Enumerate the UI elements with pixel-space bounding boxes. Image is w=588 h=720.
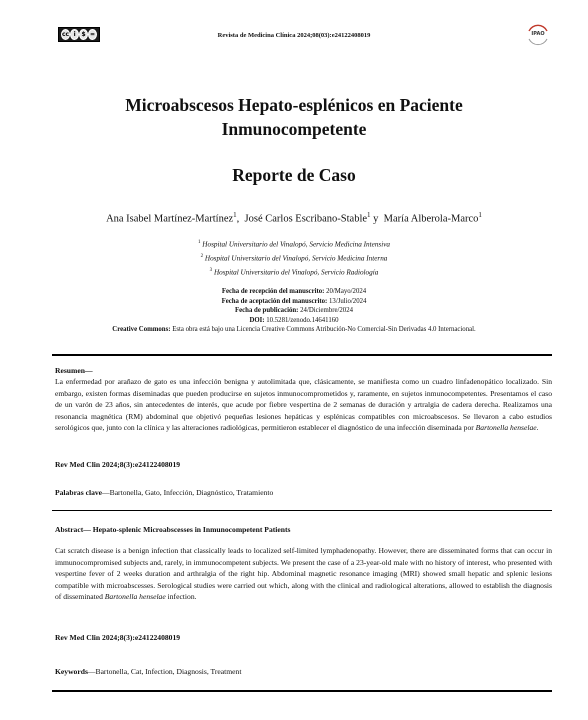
- resumen-citation: Rev Med Clin 2024;8(3):e24122408019: [55, 460, 181, 469]
- keywords-text: —Bartonella, Gato, Infección, Diagnóstico, Tratamiento: [102, 488, 274, 497]
- date-accepted: [20, 297, 568, 307]
- resumen-section: [55, 365, 552, 433]
- date-value: 13/Julio/2024: [329, 297, 367, 305]
- author-affil-sup: 1: [367, 211, 371, 219]
- date-label: Fecha de aceptación del manuscrito:: [221, 297, 328, 305]
- affiliation-sup: 2: [200, 253, 204, 259]
- resumen-heading: Resumen—: [55, 366, 93, 375]
- affiliation-item: [20, 251, 568, 265]
- creative-commons-icon[interactable]: cc i $ =: [58, 27, 100, 42]
- abstract-text: Cat scratch disease is a benign infection that classically leads to localized self-limited lymphadenopathy. However, there are disseminated forms that can occur in immunocompromised subjects and, rarely, in immunocompetent subjects. We present the case of a 23-year-old male with no history of interest, who presented with vespertine fever of 2 weeks duration and arthralgia of the right hip. Abdominal magnetic resonance imaging (MRI) showed small hepatic and splenic lesions compatible with microabscesses. Serological studies were carried out which, along with the clinical and radiological alterations, allowed to establish the diagnosis of disseminated: [55, 546, 552, 602]
- resumen-italic: Bartonella henselae: [475, 423, 537, 433]
- license-text: Esta obra está bajo una Licencia Creative Commons Atribución-No Comercial-Sin Derivadas 4.0 Internacional.: [172, 326, 476, 333]
- title-line-1: Microabscesos Hepato-esplénicos en Paciente: [125, 95, 463, 115]
- affiliation-item: [20, 265, 568, 279]
- date-received: [20, 287, 568, 297]
- doi-label: DOI:: [249, 316, 265, 324]
- affiliation-item: [20, 237, 568, 251]
- author-name: María Alberola-Marco: [383, 213, 479, 225]
- doi: [20, 316, 568, 326]
- author-separator: ,: [236, 213, 245, 225]
- doi-value[interactable]: 10.5281/zenodo.14641160: [266, 316, 339, 324]
- title-line-2: Inmunocompetente: [221, 119, 367, 139]
- license-line: [20, 325, 568, 335]
- author-name: José Carlos Escribano-Stable: [244, 213, 368, 225]
- logo-text: IPAO: [531, 31, 545, 37]
- author-affil-sup: 1: [233, 211, 237, 219]
- date-label: Fecha de recepción del manuscrito:: [221, 288, 325, 295]
- manuscript-dates: [20, 287, 568, 335]
- affiliation-text: Hospital Universitario del Vinalopó, Servicio Medicina Intensiva: [202, 240, 390, 249]
- date-value: 24/Diciembre/2024: [300, 307, 353, 314]
- affiliation-text: Hospital Universitario del Vinalopó, Servicio Radiología: [213, 268, 379, 277]
- resumen-body: [55, 376, 552, 433]
- divider: [52, 510, 552, 511]
- ipao-logo-icon: [525, 22, 551, 48]
- abstract-citation: Rev Med Clin 2024;8(3):e24122408019: [55, 633, 181, 642]
- license-label: Creative Commons:: [112, 326, 171, 333]
- affiliation-text: Hospital Universitario del Vinalopó, Servicio Medicina Interna: [204, 254, 388, 263]
- keywords-text: —Bartonella, Cat, Infection, Diagnosis, Treatment: [87, 667, 242, 676]
- abstract-heading: Abstract— Hepato-splenic Microabscesses in Inmunocompetent Patients: [55, 525, 291, 534]
- resumen-end: .: [536, 423, 539, 433]
- abstract-section: [55, 524, 552, 602]
- date-value: 20/Mayo/2024: [326, 288, 367, 295]
- author-separator: y: [370, 213, 384, 225]
- author-name: Ana Isabel Martínez-Martínez: [106, 213, 234, 225]
- abstract-body: [55, 545, 552, 602]
- divider: [52, 354, 552, 356]
- affiliation-list: [20, 237, 568, 279]
- date-label: Fecha de publicación:: [234, 307, 299, 314]
- resumen-text: La enfermedad por arañazo de gato es una infección benigna y autolimitada que, clásicamente, se manifiesta como un cuadro linfadenopático localizado. Sin embargo, existen formas diseminadas que pueden producirse en sujetos inmunocomprometidos y, raramente, en sujetos inmunocompetentes. Presentamos el caso de un varón de 23 años, sin antecedentes de interés, que acude por fiebre vespertina de 2 semanas de duración y artralgia de cadera derecha. Realizamos una resonancia magnética (RM) abdominal que objetivó pequeñas lesiones hepáticas y esplénicas compatibles con microabscesos. Se llevaron a cabo estudios serológicos que, junto con la clínica y las alteraciones radiológicas, permitieron establecer el diagnóstico de una infección diseminada por: [55, 377, 552, 433]
- divider: [52, 690, 552, 692]
- paper-title: [40, 93, 548, 141]
- abstract-keywords: [55, 667, 241, 676]
- author-affil-sup: 1: [478, 211, 482, 219]
- resumen-keywords: [55, 488, 273, 497]
- affiliation-sup: 1: [197, 240, 201, 245]
- keywords-label: Palabras clave: [55, 488, 103, 497]
- affiliation-sup: 3: [209, 267, 213, 273]
- keywords-label: Keywords: [55, 667, 88, 676]
- author-list: [20, 211, 568, 225]
- paper-subtitle: Reporte de Caso: [232, 165, 356, 185]
- abstract-end: infection.: [165, 592, 197, 602]
- abstract-italic: Bartonella henselae: [104, 592, 166, 602]
- date-published: [20, 306, 568, 316]
- journal-header: Revista de Medicina Clínica 2024;08(03):e24122408019: [217, 32, 371, 39]
